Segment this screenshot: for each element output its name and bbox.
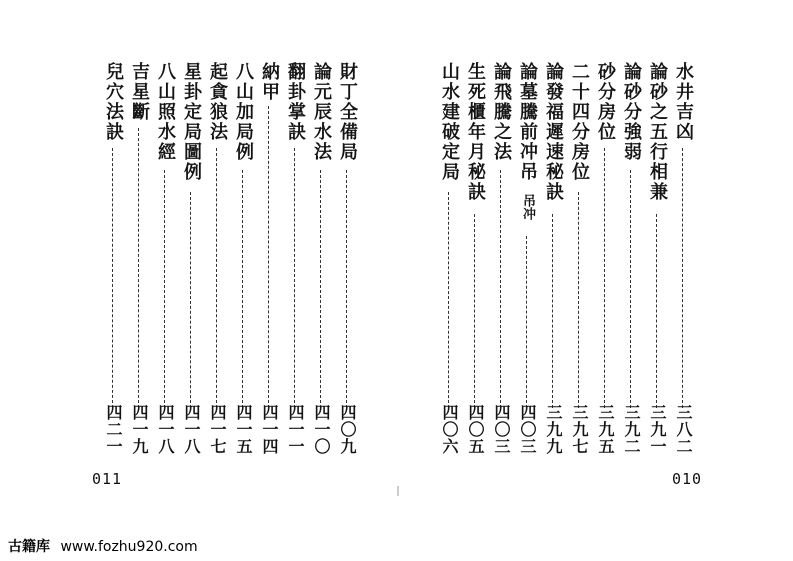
page-folio: 010 [672,470,703,488]
toc-entry [516,0,538,480]
dotted-leader [604,148,605,408]
toc-entry [438,0,460,480]
toc-entry-title: 翻卦掌訣 [285,62,306,142]
toc-entry [258,0,280,480]
toc-page-number: 三九二 [622,404,641,455]
toc-page-number: 四一九 [130,404,149,455]
dotted-leader [138,128,139,408]
dotted-leader [474,214,475,408]
toc-entry-title: 二十四分房位 [569,62,590,182]
toc-entry [310,0,332,480]
toc-entry [336,0,358,480]
toc-entry-title: 吉星斷 [129,62,150,122]
toc-entry-title: 論飛騰之法 [491,62,512,162]
right-page [402,0,793,561]
toc-entry [594,0,616,480]
dotted-leader [682,148,683,408]
toc-page-number: 四一五 [234,404,253,455]
toc-entry [102,0,124,480]
toc-page-number: 四二一 [104,404,123,455]
toc-entry-title: 論墓騰前冲吊 [517,62,538,182]
watermark-brand: 古籍库 [8,539,50,555]
toc-entry-title: 論發福遲速秘訣 [543,62,564,202]
toc-page-number: 四〇五 [466,404,485,455]
page-folio: 011 [92,470,123,488]
toc-page-number: 四一〇 [312,404,331,455]
dotted-leader [578,192,579,408]
toc-page-number: 三九九 [544,404,563,455]
toc-page-number: 三九七 [570,404,589,455]
toc-entry [672,0,694,480]
toc-entry-title: 論砂分強弱 [621,62,642,162]
dotted-leader [346,170,347,408]
toc-entry [620,0,642,480]
toc-page-number: 四一七 [208,404,227,455]
toc-entry [232,0,254,480]
toc-page-number: 三九一 [648,404,667,455]
toc-page-number: 四〇六 [440,404,459,455]
dotted-leader [242,170,243,408]
toc-page-number: 四一八 [156,404,175,455]
dotted-leader [552,214,553,408]
toc-entry [128,0,150,480]
toc-page-number: 三八二 [674,404,693,455]
dotted-leader [526,236,527,408]
toc-entry [646,0,668,480]
dotted-leader [216,148,217,408]
dotted-leader [268,106,269,408]
toc-entry-title: 生死櫃年月秘訣 [465,62,486,202]
toc-entry-title: 論元辰水法 [311,62,332,162]
gutter-divider [397,486,399,496]
toc-entry-title: 起貪狼法 [207,62,228,142]
toc-entry-title: 砂分房位 [595,62,616,142]
toc-entry-note: 吊冲 [520,194,535,220]
dotted-leader [630,170,631,408]
toc-entry-title: 納甲 [259,62,280,102]
toc-page-number: 四一一 [286,404,305,455]
dotted-leader [164,170,165,408]
watermark-url: www.fozhu920.com [60,539,198,555]
toc-entry-title: 八山照水經 [155,62,176,162]
toc-entry-title: 財丁全備局 [337,62,358,162]
toc-entry [180,0,202,480]
dotted-leader [294,148,295,408]
toc-entry-title: 論砂之五行相兼 [647,62,668,202]
toc-entry-title: 山水建破定局 [439,62,460,182]
toc-entry [154,0,176,480]
dotted-leader [448,192,449,408]
toc-entry [542,0,564,480]
toc-entry [490,0,512,480]
dotted-leader [500,170,501,408]
toc-page-number: 三九五 [596,404,615,455]
toc-entry [284,0,306,480]
dotted-leader [112,148,113,408]
toc-page-number: 四〇九 [338,404,357,455]
dotted-leader [656,214,657,408]
toc-entry-title: 八山加局例 [233,62,254,162]
toc-entry [568,0,590,480]
site-watermark [8,536,198,556]
toc-entry-title: 水井吉凶 [673,62,694,142]
dotted-leader [320,170,321,408]
dotted-leader [190,192,191,408]
toc-page-number: 四〇三 [518,404,537,455]
toc-page-number: 四〇三 [492,404,511,455]
toc-page-number: 四一八 [182,404,201,455]
toc-entry [206,0,228,480]
toc-entry-title: 星卦定局圖例 [181,62,202,182]
toc-page-number: 四一四 [260,404,279,455]
toc-entry-title: 兒穴法訣 [103,62,124,142]
toc-entry [464,0,486,480]
